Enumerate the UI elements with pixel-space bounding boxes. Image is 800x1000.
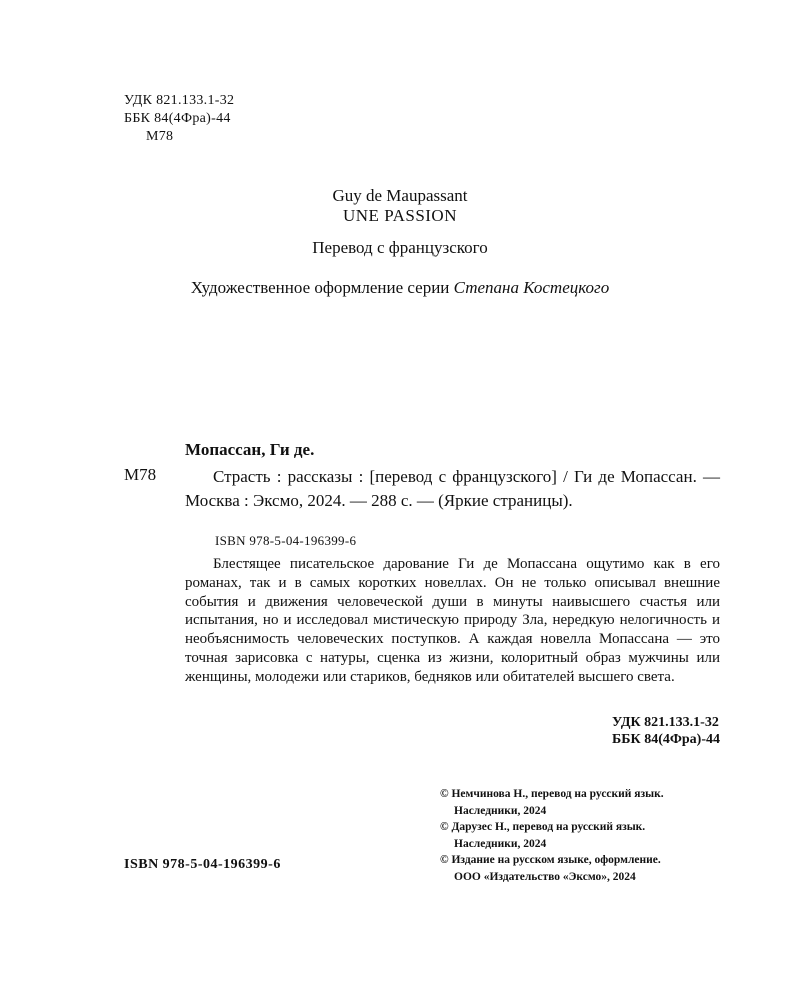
series-design-credit: [0, 278, 800, 298]
author-heading: Мопассан, Ги де.: [185, 440, 315, 459]
bibliographic-description-text: Страсть : рассказы : [перевод с французского] / Ги де Мопассан. — Москва : Эксмо, 2024. — 288 с. — (Яркие страницы).: [185, 467, 720, 510]
author-mark: М78: [146, 129, 174, 144]
classification-right: [612, 714, 720, 748]
bibliographic-description: [185, 465, 720, 513]
copyright-line: Наследники, 2024: [454, 837, 547, 850]
classification-codes: [124, 92, 234, 146]
udk-code: УДК 821.133.1-32: [124, 93, 235, 108]
copyright-line: ООО «Издательство «Эксмо», 2024: [454, 870, 636, 883]
copyright-line: Наследники, 2024: [454, 804, 547, 817]
annotation-text: Блестящее писательское дарование Ги де Мопассана ощутимо как в его романах, так и в самых коротких новеллах. Он не только описывал внешние события и движения человеческой души в минуты наивысшего счастья или испытания, но и исследовал мистическую природу Зла, нередкую нелогичность и необъяснимость человеческих поступков. А каждая новелла Мопассана — это точная зарисовка с натуры, сценка из жизни, колоритный образ мужчины или женщины, молодежи или стариков, бедняков или обитателей высшего света.: [185, 556, 720, 685]
bbk-code: ББК 84(4Фра)-44: [124, 111, 231, 126]
translation-note: Перевод с французского: [312, 238, 488, 257]
copyright-line: © Дарузес Н., перевод на русский язык.: [440, 821, 646, 833]
udk-right: УДК 821.133.1-32: [612, 715, 719, 730]
copyright-line: © Издание на русском языке, оформление.: [440, 854, 661, 866]
copyright-block: [440, 786, 740, 885]
series-design-label: Художественное оформление серии: [190, 278, 450, 297]
copyright-line: © Немчинова Н., перевод на русский язык.: [440, 788, 664, 800]
original-title: UNE PASSION: [343, 206, 457, 225]
record-isbn: ISBN 978-5-04-196399-6: [215, 533, 357, 548]
original-author: Guy de Maupassant: [332, 186, 468, 205]
series-design-artist: Степана Костецкого: [453, 278, 610, 297]
annotation: [185, 555, 720, 687]
bbk-right: ББК 84(4Фра)-44: [612, 732, 720, 747]
isbn-bottom: ISBN 978-5-04-196399-6: [124, 857, 281, 872]
record-author-mark: М78: [124, 465, 157, 484]
